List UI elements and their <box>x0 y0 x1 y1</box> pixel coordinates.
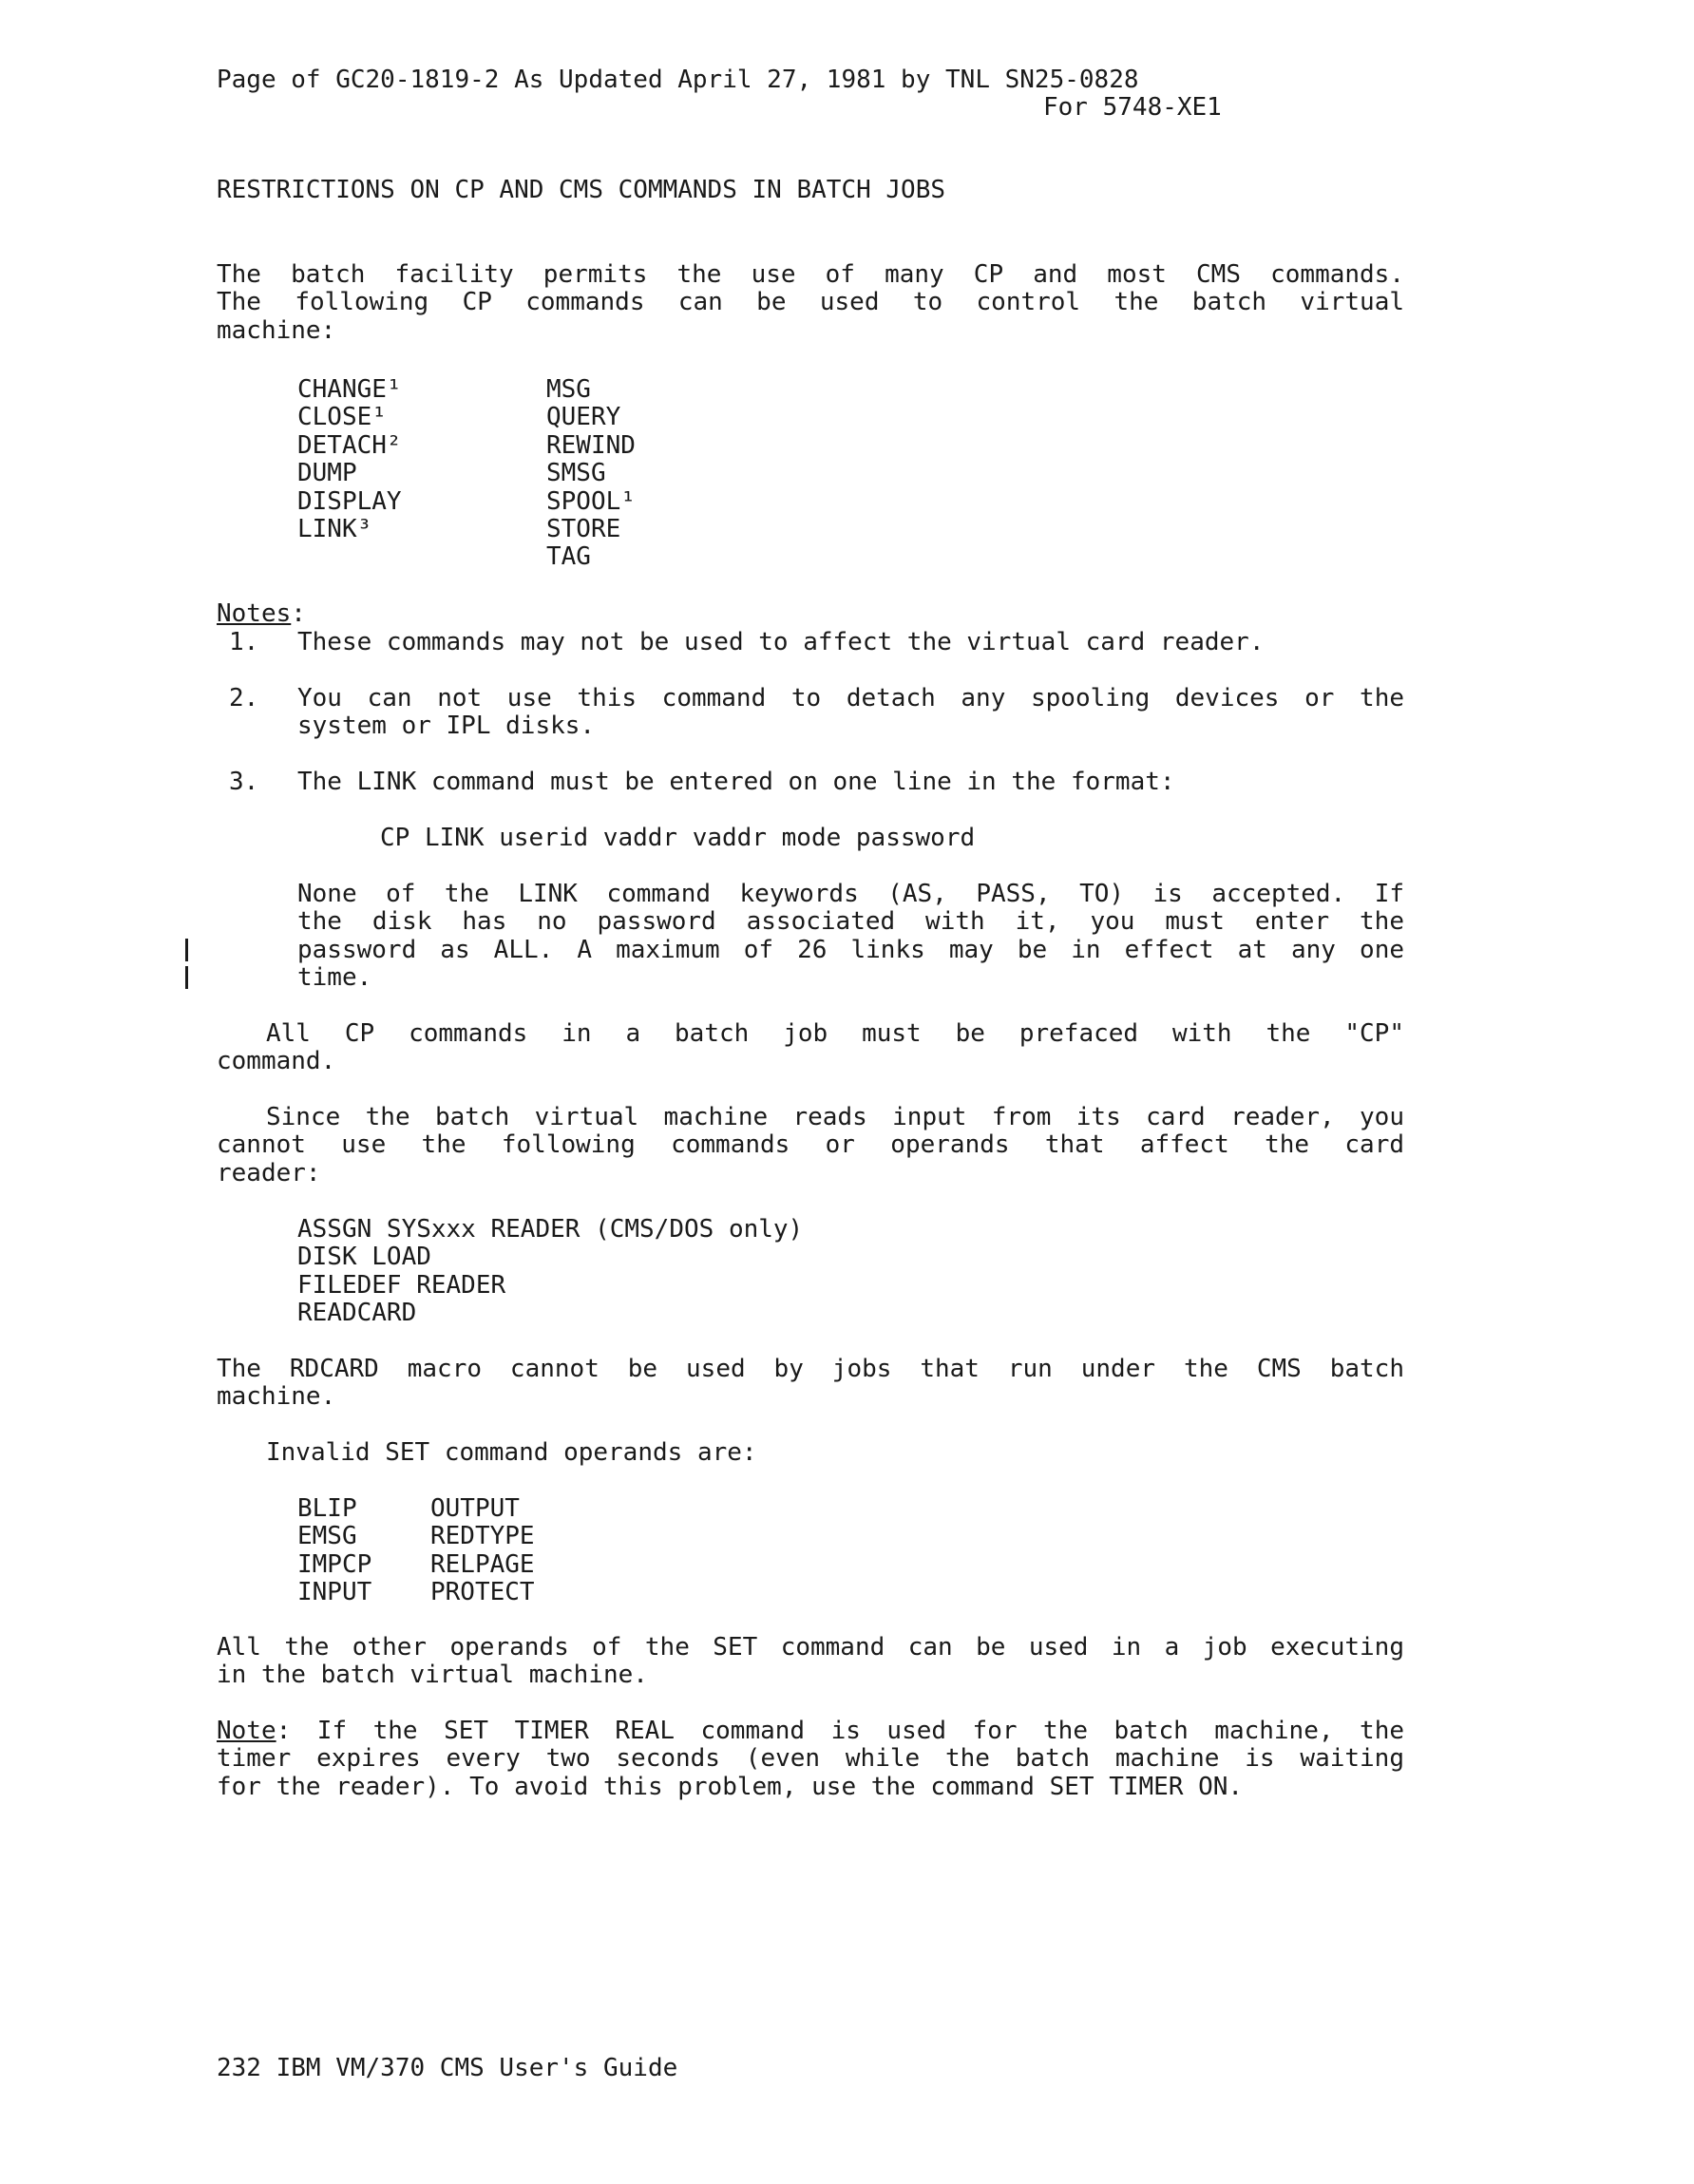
timer-note-line-2: timer expires every two seconds (even while the batch machine is waiting <box>217 1744 1404 1774</box>
notes-heading-text: Notes <box>217 599 292 628</box>
card-reader-line-3: reader: <box>217 1158 321 1187</box>
set-operand-item: INPUT <box>297 1578 372 1607</box>
reader-command-item: DISK LOAD <box>297 1243 431 1272</box>
cp-command-item: STORE <box>546 514 621 543</box>
header-line-1: Page of GC20-1819-2 As Updated April 27, 1981 by TNL SN25-0828 <box>217 66 1139 94</box>
cp-command-column-2 <box>546 376 636 572</box>
cp-command-item: MSG <box>546 375 591 404</box>
note-2-body <box>297 685 1404 741</box>
set-other-paragraph <box>217 1634 1404 1690</box>
reader-command-item: READCARD <box>297 1299 417 1328</box>
timer-note-line-1: : If the SET TIMER REAL command is used for the batch machine, the <box>276 1717 1404 1745</box>
note-3-body <box>297 769 1404 796</box>
set-intro <box>217 1439 1404 1467</box>
link-format-example <box>380 825 1330 852</box>
note-2-number: 2. <box>229 684 259 712</box>
rdcard-line-2: machine. <box>217 1382 336 1412</box>
cp-command-column-1 <box>297 376 546 572</box>
cp-command-item: TAG <box>546 542 591 572</box>
note-1-number: 1. <box>229 628 259 656</box>
card-reader-paragraph <box>217 1104 1404 1187</box>
timer-note-line-3: for the reader). To avoid this problem, use the command SET TIMER ON. <box>217 1772 1244 1801</box>
page-header <box>217 66 1404 123</box>
cp-command-item: DUMP <box>297 459 357 488</box>
cp-command-item: DISPLAY <box>297 486 402 516</box>
set-operand-item: EMSG <box>297 1522 357 1551</box>
set-operand-item: REDTYPE <box>430 1522 535 1551</box>
timer-note <box>217 1718 1404 1801</box>
intro-line-2: The following CP commands can be used to control the batch virtual <box>217 288 1404 317</box>
rdcard-paragraph <box>217 1356 1404 1412</box>
cp-command-item: QUERY <box>546 403 621 432</box>
cp-command-item: REWIND <box>546 430 636 460</box>
notes-heading-colon: : <box>291 599 306 628</box>
footer-text: 232 IBM VM/370 CMS User's Guide <box>217 2054 678 2082</box>
cp-command-item: LINK³ <box>297 514 372 543</box>
cp-command-item: CLOSE¹ <box>297 403 387 432</box>
note-3-paragraph-line-4: time. <box>297 963 372 993</box>
note-1-body <box>297 629 1404 656</box>
set-operand-list <box>297 1495 535 1607</box>
reader-command-column <box>297 1216 803 1328</box>
reader-command-item: ASSGN SYSxxx READER (CMS/DOS only) <box>297 1215 804 1244</box>
cp-command-item: SMSG <box>546 459 606 488</box>
note-3-paragraph-line-3: password as ALL. A maximum of 26 links may be in effect at any one <box>297 935 1404 964</box>
set-intro-text: Invalid SET command operands are: <box>266 1438 757 1467</box>
note-3-paragraph-line-1: None of the LINK command keywords (AS, PASS, TO) is accepted. If <box>297 880 1404 908</box>
cp-command-item: DETACH² <box>297 430 402 460</box>
page-footer <box>217 2055 1404 2082</box>
revision-bar <box>185 939 188 961</box>
cp-prefix-line-2: command. <box>217 1047 336 1076</box>
card-reader-line-1: Since the batch virtual machine reads input from its card reader, you <box>266 1103 1404 1131</box>
intro-line-3: machine: <box>217 315 336 345</box>
timer-note-label: Note <box>217 1717 276 1745</box>
intro-line-1: The batch facility permits the use of many CP and most CMS commands. <box>217 260 1404 289</box>
set-operand-column-1 <box>297 1495 430 1607</box>
note-3-paragraph <box>297 881 1404 993</box>
cp-prefix-line-1: All CP commands in a batch job must be prefaced with the "CP" <box>266 1019 1404 1048</box>
set-other-line-2: in the batch virtual machine. <box>217 1661 648 1690</box>
note-1-text: These commands may not be used to affect the virtual card reader. <box>297 628 1265 656</box>
set-operand-item: OUTPUT <box>430 1494 520 1523</box>
intro-paragraph <box>217 261 1404 345</box>
note-3-number: 3. <box>229 768 259 796</box>
notes-heading <box>217 600 1404 628</box>
reader-command-item: FILEDEF READER <box>297 1270 506 1300</box>
header-line-2: For 5748-XE1 <box>1043 93 1222 123</box>
set-operand-item: RELPAGE <box>430 1549 535 1579</box>
set-operand-column-2 <box>430 1495 535 1607</box>
cp-command-item: SPOOL¹ <box>546 486 636 516</box>
section-title <box>217 177 1404 204</box>
cp-command-list <box>297 376 636 572</box>
set-other-line-1: All the other operands of the SET command can be used in a job executing <box>217 1633 1404 1662</box>
reader-command-list <box>297 1216 803 1328</box>
cp-prefix-paragraph <box>217 1020 1404 1076</box>
rdcard-line-1: The RDCARD macro cannot be used by jobs that run under the CMS batch <box>217 1355 1404 1383</box>
link-format-text: CP LINK userid vaddr vaddr mode password <box>380 824 976 852</box>
set-operand-item: PROTECT <box>430 1578 535 1607</box>
note-3-paragraph-line-2: the disk has no password associated with it, you must enter the <box>297 907 1404 937</box>
card-reader-line-2: cannot use the following commands or operands that affect the card <box>217 1130 1404 1160</box>
set-operand-item: IMPCP <box>297 1549 372 1579</box>
set-operand-item: BLIP <box>297 1494 357 1523</box>
note-2-line-1: You can not use this command to detach any spooling devices or the <box>297 684 1404 712</box>
note-3-line-1: The LINK command must be entered on one line in the format: <box>297 768 1175 796</box>
cp-command-item: CHANGE¹ <box>297 375 402 404</box>
note-2-line-2: system or IPL disks. <box>297 712 596 741</box>
revision-bar <box>185 966 188 989</box>
section-title-text: RESTRICTIONS ON CP AND CMS COMMANDS IN BATCH JOBS <box>217 176 946 204</box>
